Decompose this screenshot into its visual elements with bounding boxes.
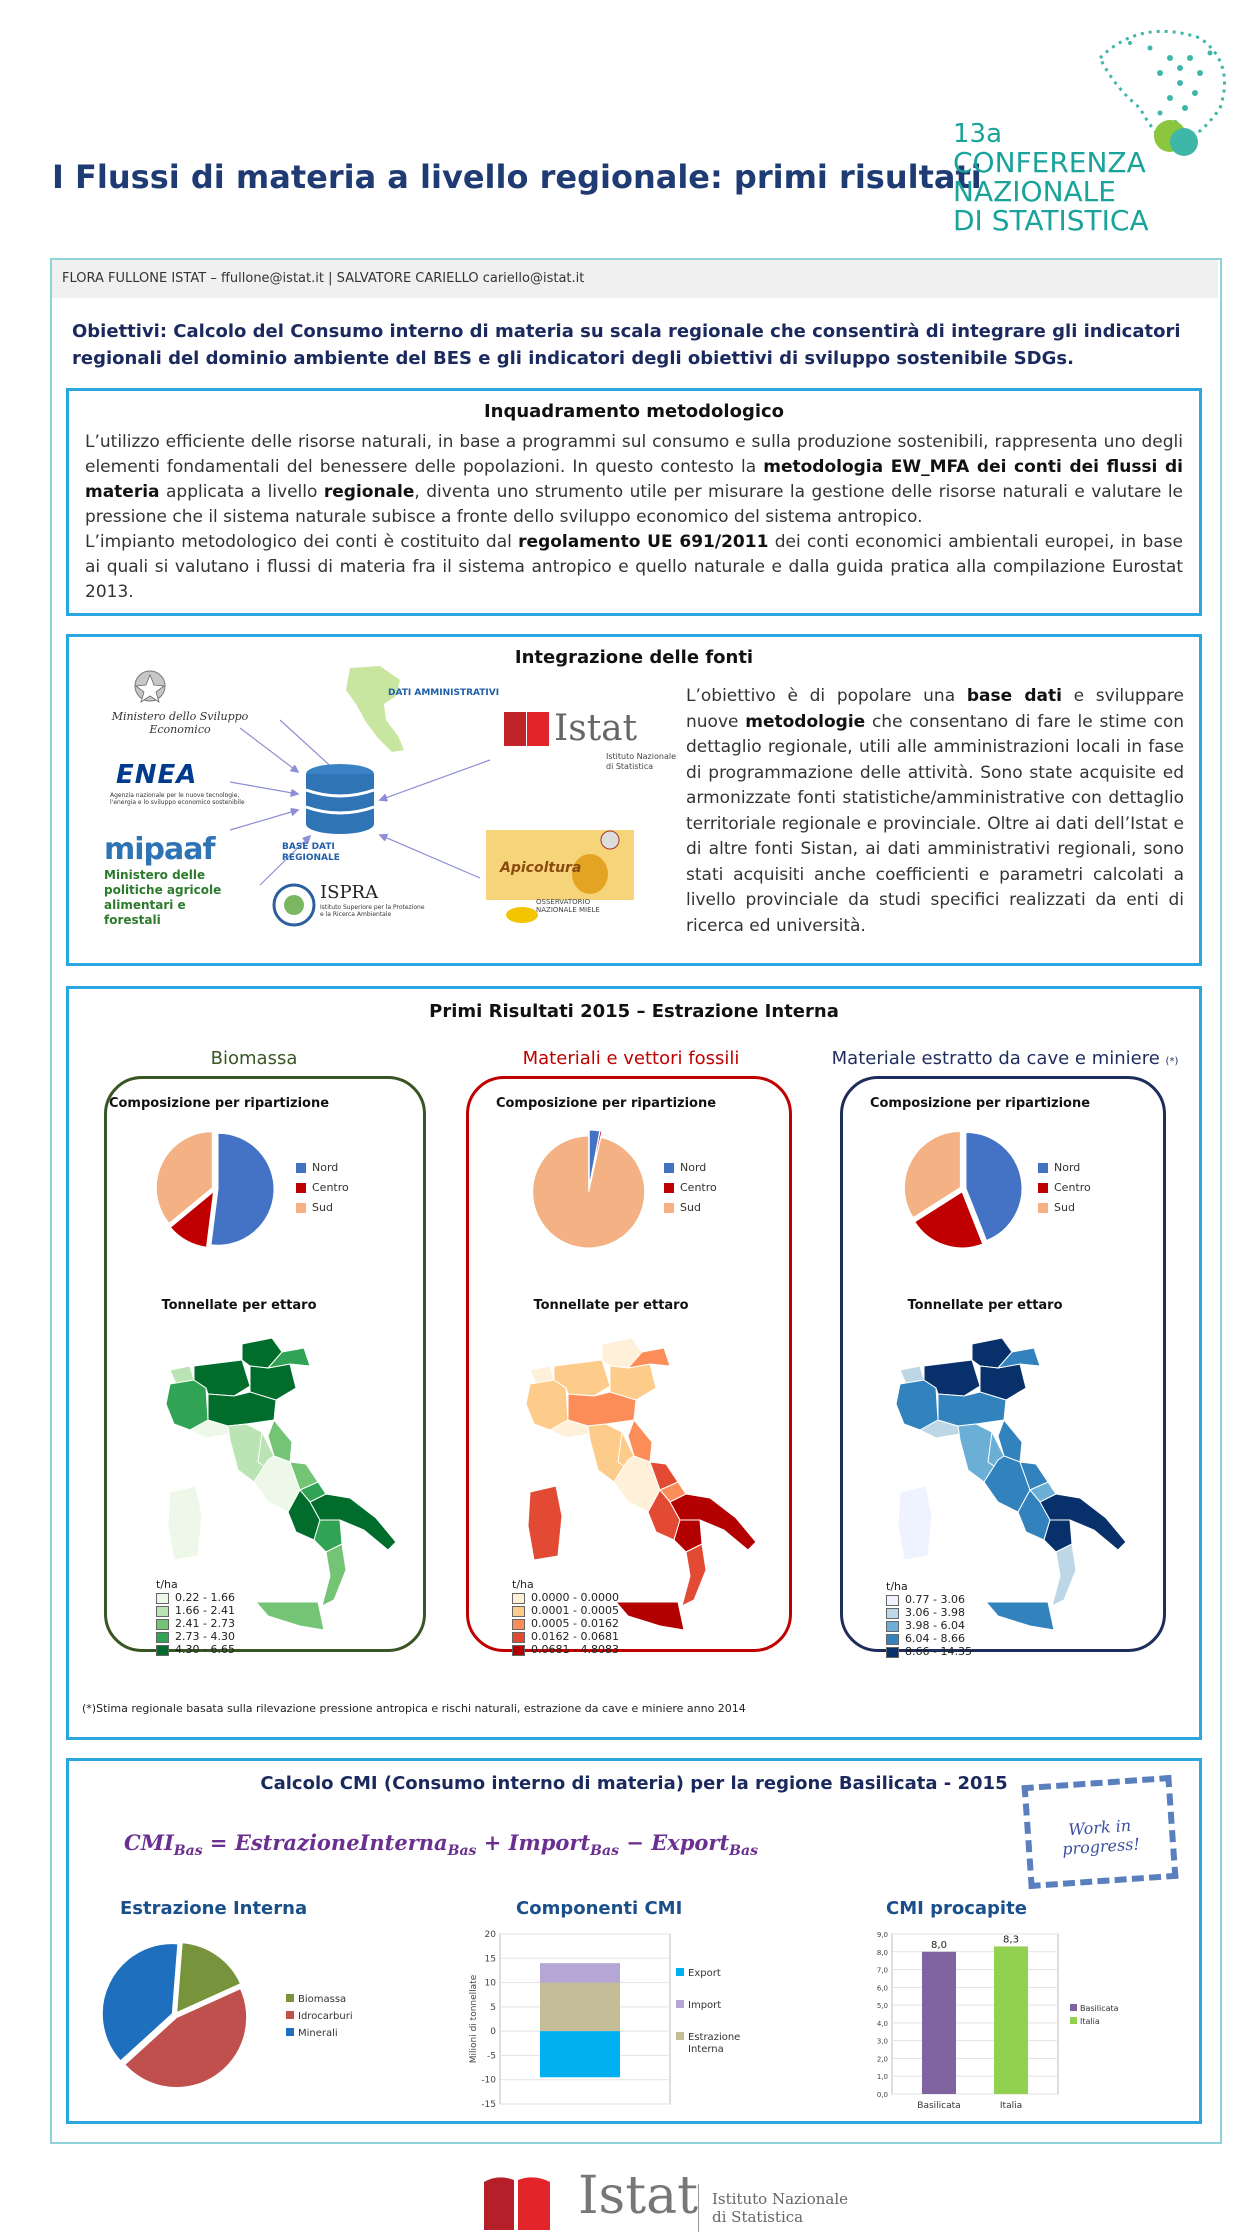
legend-label: Export [688,1968,721,1979]
work-in-progress-note: Work in progress! [1022,1775,1179,1889]
bar-italia [994,1946,1028,2094]
y-tick-label: -15 [481,2100,496,2110]
legend-swatch [1070,2004,1077,2011]
base-dati-label: BASE DATI REGIONALE [282,842,340,863]
legend-nord-label: Nord [312,1161,339,1174]
method-text [85,430,1183,605]
legend-label-idrocarburi: Idrocarburi [298,2011,353,2022]
footer-subtitle-2: di Statistica [712,2208,804,2226]
mise-logo-text: Ministero dello Sviluppo Economico [111,710,249,736]
legend-label: Basilicata [1080,2004,1119,2013]
poster-title: I Flussi di materia a livello regionale: primi risultati [52,158,982,196]
formula-export: Export [651,1830,730,1855]
authors-bar: FLORA FULLONE ISTAT – ffullone@istat.it | SALVATORE CARIELLO cariello@istat.it [52,260,1218,298]
results-footnote: (*)Stima regionale basata sulla rilevazione pressione antropica e rischi naturali, estrazione da cave e miniere anno 2014 [82,1702,746,1715]
map-region-sardegna [528,1486,562,1560]
formula-sub: Bas [447,1843,477,1860]
sources-text-b: base dati [966,686,1062,706]
map-region-piemonte [896,1380,938,1430]
chart-estrazione-interna [100,1930,380,2100]
method-title: Inquadramento metodologico [483,401,785,422]
ispra-logo-text: ISPRA [320,882,379,903]
y-tick-label: 5,0 [876,2002,888,2011]
legend-centro-label: Centro [312,1181,349,1194]
map-legend-3 [886,1580,972,1658]
sources-text-a: L’obiettivo è di popolare una [686,686,967,706]
map-legend-label: 1.66 - 2.41 [175,1604,235,1617]
cmi-formula [124,1830,758,1859]
map-legend-row [886,1619,972,1632]
pie-cave [898,1124,1028,1254]
osservatorio-logo-icon [506,907,538,923]
legend-centro [664,1178,717,1198]
pie-legend-1 [296,1158,349,1218]
panel-cave-mark: (*) [1165,1056,1179,1067]
legend-label: Import [688,2000,722,2011]
y-tick-label: -10 [481,2075,496,2086]
legend-centro [1038,1178,1091,1198]
legend-swatch [286,2011,294,2019]
data-label: 8,3 [1003,1934,1019,1946]
method-p2-c: dei conti economici ambientali europei, in base ai quali si valutano i flussi di materia fra il sistema antropico e quello naturale e dalla guida pratica alla compilazione Eurostat 2013. [85,532,1183,602]
method-p1-b: metodologia EW_MFA dei conti dei flussi di materia [85,457,1183,502]
method-p1-e: , diventa uno strumento utile per misurare la gestione delle risorse naturali e valutare le pressione che il sistema naturale subisce a fronte dello sviluppo economico del sistema antropico. [85,482,1183,527]
formula-eq: = [202,1830,235,1855]
formula-minus: − [618,1830,652,1855]
map-legend-label: 3.06 - 3.98 [905,1606,965,1619]
y-tick-label: -5 [487,2051,496,2062]
map-legend-label: 6.04 - 8.66 [905,1632,965,1645]
italy-map-icon [346,666,404,752]
map-legend-row [156,1643,235,1656]
legend-sud [664,1198,717,1218]
map-legend-unit: t/ha [886,1580,908,1593]
method-p2-a: L’impianto metodologico dei conti è costituito dal [85,532,519,552]
istat-logo-text: Istat [554,708,638,749]
formula-ei: EstrazioneInterna [234,1830,448,1855]
conference-number: 13a [953,119,1003,149]
legend-sud-label: Sud [312,1201,333,1214]
legend-centro [296,1178,349,1198]
method-p1-a: L’utilizzo efficiente delle risorse naturali, in base a programmi sul consumo e sulla produzione sostenibili, rappresenta uno degli elementi fondamentali del benessere delle popolazioni. In questo contesto la [85,432,1183,477]
composition-label-2: Composizione per ripartizione [495,1096,717,1111]
map-legend-row [156,1591,235,1604]
pie-biomassa [150,1124,280,1254]
legend-sud [296,1198,349,1218]
panel-fossili-title: Materiali e vettori fossili [522,1048,740,1069]
map-legend-label: 0.77 - 3.06 [905,1593,965,1606]
legend-label: Interna [688,2044,724,2055]
map-legend-row [512,1630,619,1643]
y-tick-label: 9,0 [876,1931,888,1939]
conference-line-3: DI STATISTICA [953,204,1149,237]
footer-divider [698,2184,699,2232]
formula-sub: Bas [173,1843,203,1860]
legend-swatch [286,1994,294,2002]
map-legend-label: 8.66 - 14.35 [905,1645,972,1658]
map-region-emilia [208,1392,276,1426]
legend-nord-label: Nord [680,1161,707,1174]
map-region-calabria [1052,1544,1076,1606]
tonnes-label-3: Tonnellate per ettaro [907,1298,1063,1313]
y-tick-label: 7,0 [876,1966,888,1975]
pie-slice-nord [211,1133,274,1245]
legend-nord-label: Nord [1054,1161,1081,1174]
map-region-piemonte [526,1380,568,1430]
method-p2-b: regolamento UE 691/2011 [518,532,769,552]
panel-biomassa-title: Biomassa [210,1048,298,1069]
map-region-piemonte [166,1380,208,1430]
map-legend-label: 2.41 - 2.73 [175,1617,235,1630]
map-region-emilia [568,1392,636,1426]
cmi-components-heading: Componenti CMI [516,1898,683,1919]
legend-label-minerali: Minerali [298,2028,338,2039]
conference-name [953,148,1149,235]
bar-import [540,1963,620,1982]
legend-swatch [676,2000,684,2008]
pie-legend-3 [1038,1158,1091,1218]
map-legend-row [512,1617,619,1630]
y-tick-label: 6,0 [876,1984,888,1993]
bar-estrazione-interna [540,1983,620,2032]
map-legend-row [886,1606,972,1619]
composition-label-1: Composizione per ripartizione [108,1096,330,1111]
cmi-procapite-heading: CMI procapite [886,1898,1027,1919]
sources-text-e: che consentano di fare le stime con dettaglio regionale, utili alle amministrazioni locali in fase di programmazione delle attività. Sono state acquisite ed armonizzate fonti statistiche/amministrative con dettaglio territoriale regionale e provinciale. Oltre ai dati dell’Istat e di altre fonti Sistan, ai dati amministrativi regionali, sono stati acquisiti anche coefficienti e parametri calcolati a livello provinciale da studi specifici realizzati da enti di ricerca ed università. [686,711,1184,936]
bar-basilicata [922,1952,956,2094]
formula-plus: + [476,1830,509,1855]
enea-logo-text: ENEA [116,760,198,790]
map-legend-row [156,1617,235,1630]
map-legend-row [156,1604,235,1617]
legend-nord [296,1158,349,1178]
chart-componenti-cmi [466,1924,766,2114]
composition-label-3: Composizione per ripartizione [869,1096,1091,1111]
map-legend-row [512,1604,619,1617]
x-tick-label: Italia [999,2101,1023,2111]
y-tick-label: 3,0 [876,2037,888,2046]
y-tick-label: 20 [484,1930,496,1940]
formula-sub: Bas [729,1843,758,1860]
legend-sud [1038,1198,1091,1218]
map-legend-label: 4.30 - 6.65 [175,1643,235,1656]
method-box [66,388,1202,616]
tonnes-label-1: Tonnellate per ettaro [161,1298,317,1313]
conference-logo-icon [1060,18,1236,158]
map-region-emilia [938,1392,1006,1426]
panel-cave-title [830,1048,1180,1069]
formula-import: Import [508,1830,591,1855]
map-legend-label: 0.0000 - 0.0000 [531,1591,619,1604]
results-title: Primi Risultati 2015 – Estrazione Interna [429,1001,839,1022]
y-tick-label: 0,0 [876,2091,888,2099]
footer-istat-text: Istat [578,2166,699,2226]
legend-sud-label: Sud [1054,1201,1075,1214]
map-legend-label: 0.0162 - 0.0681 [531,1630,619,1643]
map-region-sardegna [898,1486,932,1560]
map-region-sicilia [986,1602,1054,1630]
database-icon [306,764,374,834]
istat-subtitle: Istituto Nazionale di Statistica [606,752,676,771]
pie-slice-sud [533,1136,645,1248]
y-tick-label: 4,0 [876,2019,888,2028]
panel-cave-name: Materiale estratto da cave e miniere [831,1048,1160,1069]
apicoltura-label: Apicoltura [500,860,582,876]
tonnes-label-2: Tonnellate per ettaro [533,1298,689,1313]
y-tick-label: 5 [490,2002,496,2013]
y-tick-label: 10 [484,1978,496,1989]
map-legend-1 [156,1578,235,1656]
map-region-sardegna [168,1486,202,1560]
legend-swatch [286,2028,294,2036]
enea-subtitle: Agenzia nazionale per le nuove tecnologie, l'energia e lo sviluppo economico sostenibile [110,792,245,806]
dati-amministrativi-label: DATI AMMINISTRATIVI [388,688,500,698]
map-legend-label: 0.0005 - 0.0162 [531,1617,619,1630]
y-tick-label: 15 [484,1954,496,1965]
map-legend-label: 0.22 - 1.66 [175,1591,235,1604]
y-tick-label: 8,0 [876,1948,888,1957]
bar-export [540,2031,620,2077]
map-legend-row [512,1591,619,1604]
istat-logo-icon [504,712,526,746]
legend-sud-label: Sud [680,1201,701,1214]
map-legend-label: 0.0681 - 4.8083 [531,1643,619,1656]
legend-swatch [1070,2017,1077,2024]
chart-cmi-procapite [858,1924,1158,2114]
sources-title: Integrazione delle fonti [514,647,754,668]
map-legend-2 [512,1578,619,1656]
legend-centro-label: Centro [680,1181,717,1194]
map-region-sicilia [256,1602,324,1630]
method-p1-c: applicata a livello [159,482,324,502]
map-legend-label: 0.0001 - 0.0005 [531,1604,619,1617]
legend-label: Italia [1080,2017,1100,2026]
legend-centro-label: Centro [1054,1181,1091,1194]
sources-text-c: e sviluppare nuove [686,686,1184,732]
map-legend-label: 3.98 - 6.04 [905,1619,965,1632]
map-legend-row [886,1645,972,1658]
y-tick-label: 0 [490,2027,496,2038]
cmi-title: Calcolo CMI (Consumo interno di materia) per la regione Basilicata - 2015 [260,1773,1008,1794]
sources-text [686,684,1184,939]
legend-nord [664,1158,717,1178]
map-legend-label: 2.73 - 4.30 [175,1630,235,1643]
map-region-calabria [322,1544,346,1606]
map-region-sicilia [616,1602,684,1630]
map-legend-unit: t/ha [512,1578,534,1591]
legend-swatch [676,2032,684,2040]
osservatorio-label: OSSERVATORIO NAZIONALE MIELE [536,898,600,914]
x-tick-label: Basilicata [917,2101,961,2111]
y-tick-label: 1,0 [876,2073,888,2082]
legend-nord [1038,1158,1091,1178]
objectives-text: Obiettivi: Calcolo del Consumo interno di materia su scala regionale che consentirà di integrare gli indicatori regionali del dominio ambiente del BES e gli indicatori degli obiettivi di sviluppo sostenibile SDGs. [72,321,1181,369]
mipaaf-logo-text: mipaaf [104,832,215,867]
method-p1-d: regionale [323,482,415,502]
map-legend-unit: t/ha [156,1578,178,1591]
pie-legend-2 [664,1158,717,1218]
map-legend-row [886,1632,972,1645]
istat-footer-logo-icon [480,2172,560,2232]
map-legend-row [512,1643,619,1656]
cmi-ei-heading: Estrazione Interna [120,1898,308,1919]
y-axis-label: Milioni di tonnellate [469,1974,479,2064]
sources-text-d: metodologie [745,711,866,732]
map-legend-row [156,1630,235,1643]
formula-sub: Bas [590,1843,619,1860]
legend-label: Estrazione [688,2032,741,2043]
map-region-calabria [682,1544,706,1606]
footer-subtitle-1: Istituto Nazionale [712,2190,849,2208]
pie-fossili [524,1124,654,1254]
ispra-subtitle: Istituto Superiore per la Protezione e la Ricerca Ambientale [320,904,425,918]
formula-cmi: CMI [124,1830,174,1855]
legend-swatch [676,1968,684,1976]
data-label: 8,0 [931,1939,947,1951]
mipaaf-subtitle: Ministero delle politiche agricole alimentari e forestali [104,868,222,927]
footer-subtitle [712,2190,848,2226]
map-legend-row [886,1593,972,1606]
conference-line-1: CONFERENZA [953,146,1146,179]
conference-line-2: NAZIONALE [953,175,1116,208]
legend-label-biomassa: Biomassa [298,1994,347,2005]
y-tick-label: 2,0 [876,2055,888,2064]
